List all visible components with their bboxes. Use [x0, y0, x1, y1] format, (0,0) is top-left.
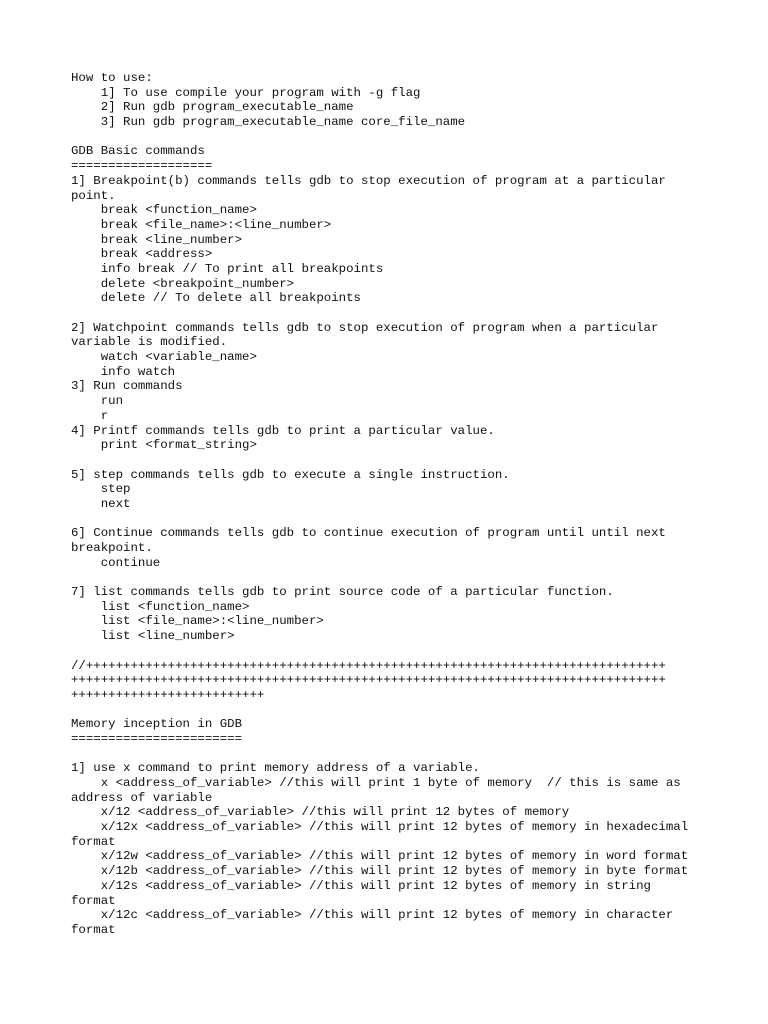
- code-line: watch <variable_name>: [71, 350, 257, 365]
- code-line: x/12b <address_of_variable> //this will print 12 bytes of memory in byte format: [71, 864, 689, 879]
- code-line: continue: [71, 555, 161, 570]
- code-line: break <address>: [71, 247, 213, 262]
- code-line: list <file_name>:<line_number>: [71, 614, 324, 629]
- text-line: 2] Run gdb program_executable_name: [71, 100, 354, 115]
- code-line: run: [71, 394, 124, 409]
- text-line: 1] use x command to print memory address of a variable.: [71, 761, 480, 776]
- code-line: list <function_name>: [71, 599, 250, 614]
- separator-line: ++++++++++++++++++++++++++: [71, 687, 265, 702]
- blank-line: [71, 306, 711, 321]
- blank-line: [71, 512, 711, 527]
- code-line: x/12x <address_of_variable> //this will print 12 bytes of memory in hexadecimal: [71, 820, 689, 835]
- text-line: format: [71, 893, 116, 908]
- section-underline: =======================: [71, 731, 243, 746]
- blank-line: [71, 570, 711, 585]
- text-line: 5] step commands tells gdb to execute a single instruction.: [71, 467, 510, 482]
- text-line: 1] To use compile your program with -g flag: [71, 85, 421, 100]
- section-heading: Memory inception in GDB: [71, 717, 243, 732]
- text-line: breakpoint.: [71, 541, 153, 555]
- code-line: x/12 <address_of_variable> //this will print 12 bytes of memory: [71, 805, 570, 820]
- separator-line: //++++++++++++++++++++++++++++++++++++++++++++++++++++++++++++++++++++++++++++++: [71, 658, 666, 673]
- blank-line: [71, 644, 711, 659]
- blank-line: [71, 747, 711, 762]
- code-line: info break // To print all breakpoints: [71, 261, 384, 276]
- code-line: break <function_name>: [71, 203, 257, 218]
- text-line: point.: [71, 188, 116, 203]
- code-line: r: [71, 408, 109, 423]
- code-line: x/12s <address_of_variable> //this will print 12 bytes of memory in string: [71, 878, 651, 893]
- code-line: x/12c <address_of_variable> //this will print 12 bytes of memory in character: [71, 908, 674, 923]
- blank-line: [71, 703, 711, 718]
- code-line: delete <breakpoint_number>: [71, 276, 295, 291]
- text-line: format: [71, 922, 116, 937]
- section-heading: GDB Basic commands: [71, 144, 205, 159]
- section-underline: ===================: [71, 159, 213, 174]
- text-line: 3] Run commands: [71, 379, 183, 394]
- text-line: 7] list commands tells gdb to print source code of a particular function.: [71, 585, 614, 600]
- text-line: 3] Run gdb program_executable_name core_file_name: [71, 115, 466, 130]
- code-line: x <address_of_variable> //this will print 1 byte of memory // this is same as: [71, 776, 681, 790]
- text-line: 4] Printf commands tells gdb to print a particular value.: [71, 423, 495, 438]
- code-line: x/12w <address_of_variable> //this will print 12 bytes of memory in word format: [71, 849, 689, 864]
- text-line: 2] Watchpoint commands tells gdb to stop execution of program when a particular: [71, 320, 659, 335]
- text-line: variable is modified.: [71, 335, 228, 350]
- blank-line: [71, 453, 711, 468]
- code-line: info watch: [71, 364, 176, 379]
- code-line: break <line_number>: [71, 232, 243, 247]
- separator-line: ++++++++++++++++++++++++++++++++++++++++++++++++++++++++++++++++++++++++++++++++: [71, 673, 666, 688]
- document-page: [71, 71, 711, 938]
- code-line: list <line_number>: [71, 629, 235, 644]
- text-line: 1] Breakpoint(b) commands tells gdb to stop execution of program at a particular: [71, 173, 666, 188]
- text-line: How to use:: [71, 71, 153, 85]
- text-line: address of variable: [71, 790, 213, 805]
- text-line: format: [71, 834, 116, 849]
- code-line: print <format_string>: [71, 438, 257, 453]
- code-line: delete // To delete all breakpoints: [71, 291, 361, 306]
- code-line: next: [71, 496, 131, 511]
- code-line: step: [71, 482, 131, 497]
- text-line: 6] Continue commands tells gdb to continue execution of program until until next: [71, 526, 666, 541]
- code-line: break <file_name>:<line_number>: [71, 217, 332, 232]
- blank-line: [71, 130, 711, 145]
